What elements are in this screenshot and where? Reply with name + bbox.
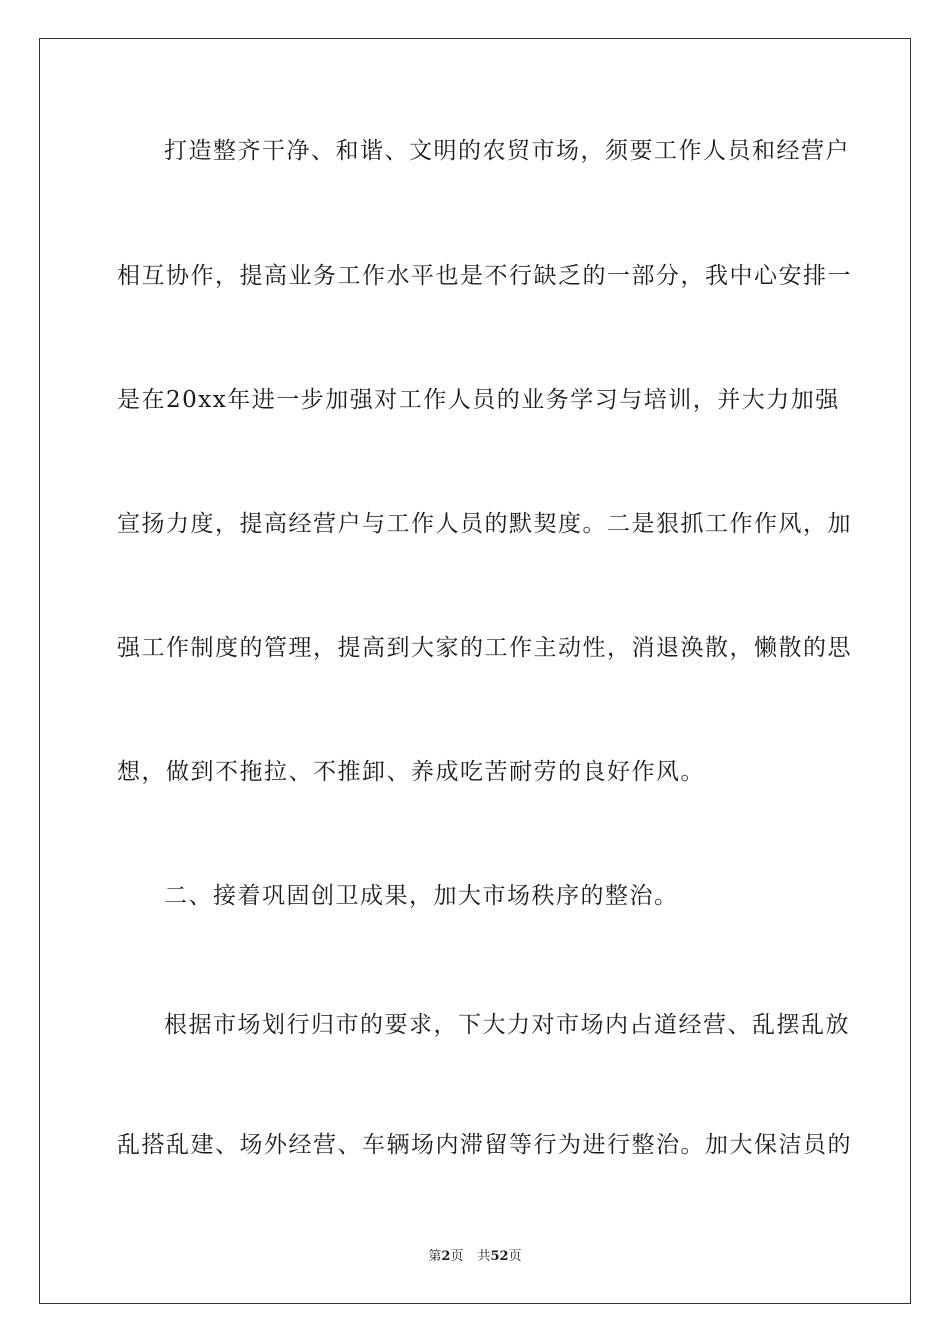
paragraph-line-6: 想，做到不拖拉、不推卸、养成吃苦耐劳的良好作风。 [117, 759, 705, 785]
total-suffix: 页 [508, 1249, 522, 1264]
total-pages: 52 [490, 1249, 509, 1264]
paragraph-line-7: 根据市场划行归市的要求，下大力对市场内占道经营、乱摆乱放 [164, 1012, 850, 1038]
section-heading: 二、接着巩固创卫成果，加大市场秩序的整治。 [164, 883, 679, 909]
paragraph-line-5: 强工作制度的管理，提高到大家的工作主动性，消退涣散，懒散的思 [117, 635, 852, 661]
page-prefix: 第 [428, 1249, 442, 1264]
paragraph-line-8: 乱搭乱建、场外经营、车辆场内滞留等行为进行整治。加大保洁员的 [117, 1132, 852, 1158]
paragraph-line-2: 相互协作，提高业务工作水平也是不行缺乏的一部分，我中心安排一 [117, 263, 852, 289]
page-number: 2 [441, 1249, 451, 1264]
page-border [39, 38, 911, 1304]
paragraph-line-4: 宣扬力度，提高经营户与工作人员的默契度。二是狠抓工作作风，加 [117, 511, 852, 537]
page-footer [0, 1248, 950, 1266]
paragraph-line-1: 打造整齐干净、和谐、文明的农贸市场，须要工作人员和经营户 [164, 138, 850, 164]
page-suffix: 页 [450, 1249, 464, 1264]
paragraph-line-3: 是在20xx年进一步加强对工作人员的业务学习与培训，并大力加强 [117, 387, 840, 413]
total-prefix: 共 [477, 1249, 491, 1264]
